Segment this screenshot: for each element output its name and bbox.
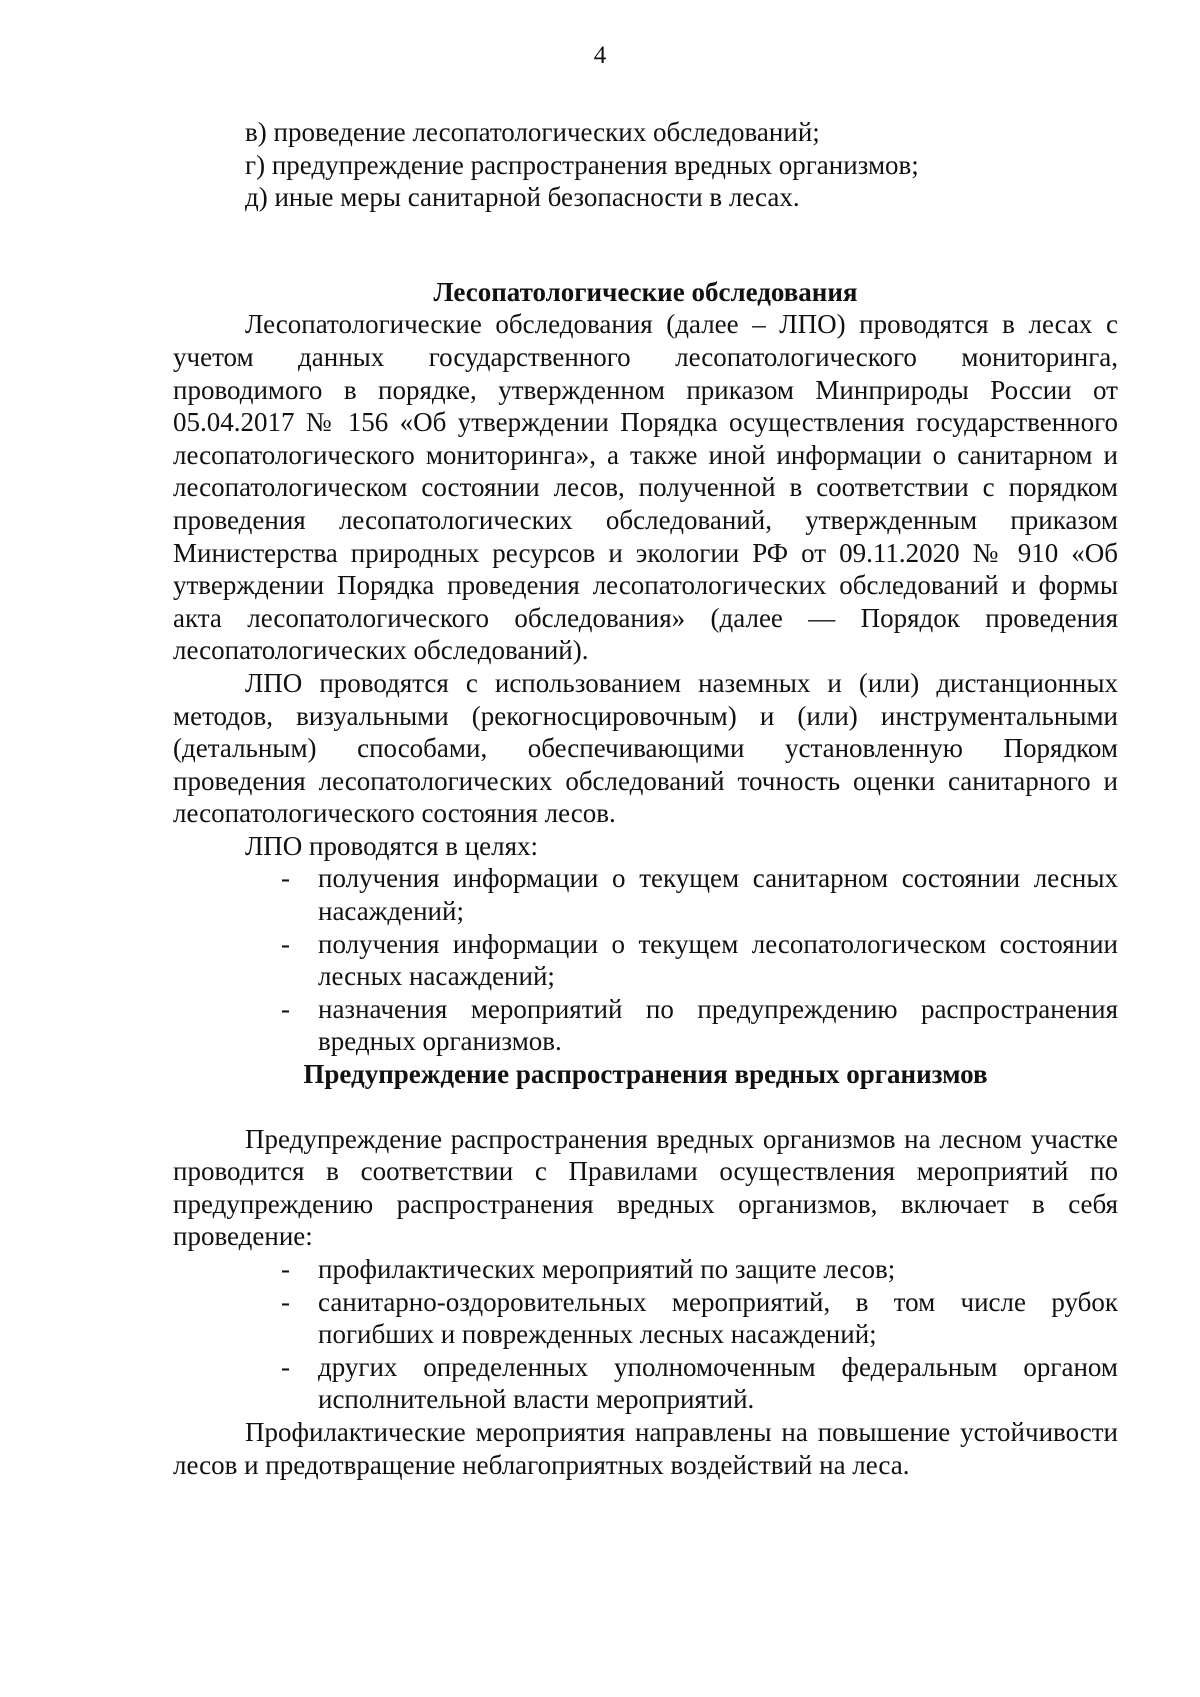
- intro-list: [173, 116, 1118, 214]
- section-heading-pest-prevention: Предупреждение распространения вредных организмов: [303, 1059, 988, 1090]
- intro-item-v: в) проведение лесопатологических обследований;: [245, 117, 820, 147]
- lpo-goals-list: [173, 862, 1118, 1058]
- dash-bullet: -: [281, 993, 290, 1024]
- list-item-text: других определенных уполномоченным федеральным органом исполнительной власти мероприятий.: [318, 1351, 1118, 1415]
- list-item: [173, 1286, 1118, 1351]
- list-item-text: профилактических мероприятий по защите лесов;: [318, 1254, 896, 1284]
- paragraph-lpo-definition: Лесопатологические обследования (далее – ЛПО) проводятся в лесах с учетом данных государственного лесопатологического мониторинга, проводимого в порядке, утвержденном приказом Минприроды России от 05.04.2017 № 156 «Об утверждении Порядка осуществления государственного лесопатологического мониторинга», а также иной информации о санитарном и лесопатологическом состоянии лесов, полученной в соответствии с порядком проведения лесопатологических обследований, утвержденным приказом Министерства природных ресурсов и экологии РФ от 09.11.2020 № 910 «Об утверждении Порядка проведения лесопатологических обследований и формы акта лесопатологического обследования» (далее — Порядок проведения лесопатологических обследований).: [173, 309, 1118, 666]
- list-item-text: назначения мероприятий по предупреждению распространения вредных организмов.: [318, 993, 1118, 1057]
- page-number: 4: [593, 42, 607, 69]
- list-item: [173, 993, 1118, 1058]
- dash-bullet: -: [281, 1254, 290, 1284]
- list-item-text: санитарно-оздоровительных мероприятий, в том числе рубок погибших и поврежденных лесных насаждений;: [318, 1286, 1118, 1350]
- dash-bullet: -: [281, 863, 290, 894]
- intro-item-d: д) иные меры санитарной безопасности в лесах.: [245, 182, 800, 213]
- document-body: [173, 116, 1118, 1481]
- intro-item-g: г) предупреждение распространения вредных организмов;: [245, 149, 919, 180]
- paragraph-preventive-measures: Профилактические мероприятия направлены на повышение устойчивости лесов и предотвращение неблагоприятных воздействий на леса.: [173, 1416, 1118, 1480]
- prevention-measures-list: [173, 1253, 1118, 1416]
- list-item-text: получения информации о текущем лесопатологическом состоянии лесных насаждений;: [318, 928, 1118, 992]
- list-item: [173, 928, 1118, 993]
- list-item: [173, 862, 1118, 927]
- dash-bullet: -: [281, 928, 290, 959]
- list-item: [173, 1253, 1118, 1286]
- paragraph-lpo-methods: ЛПО проводятся с использованием наземных и (или) дистанционных методов, визуальными (рекогносцировочным) и (или) инструментальными (детальным) способами, обеспечивающими установленную Порядком проведения лесопатологических обследований точность оценки санитарного и лесопатологического состояния лесов.: [173, 667, 1118, 829]
- paragraph-lpo-goals-intro: ЛПО проводятся в целях:: [245, 830, 539, 861]
- paragraph-prevention-intro: Предупреждение распространения вредных организмов на лесном участке проводится в соответствии с Правилами осуществления мероприятий по предупреждению распространения вредных организмов, включает в себя проведение:: [173, 1123, 1118, 1252]
- dash-bullet: -: [281, 1286, 290, 1317]
- dash-bullet: -: [281, 1351, 290, 1382]
- list-item: [173, 1351, 1118, 1416]
- list-item-text: получения информации о текущем санитарном состоянии лесных насаждений;: [318, 863, 1118, 927]
- section-heading-forest-surveys: Лесопатологические обследования: [433, 276, 858, 307]
